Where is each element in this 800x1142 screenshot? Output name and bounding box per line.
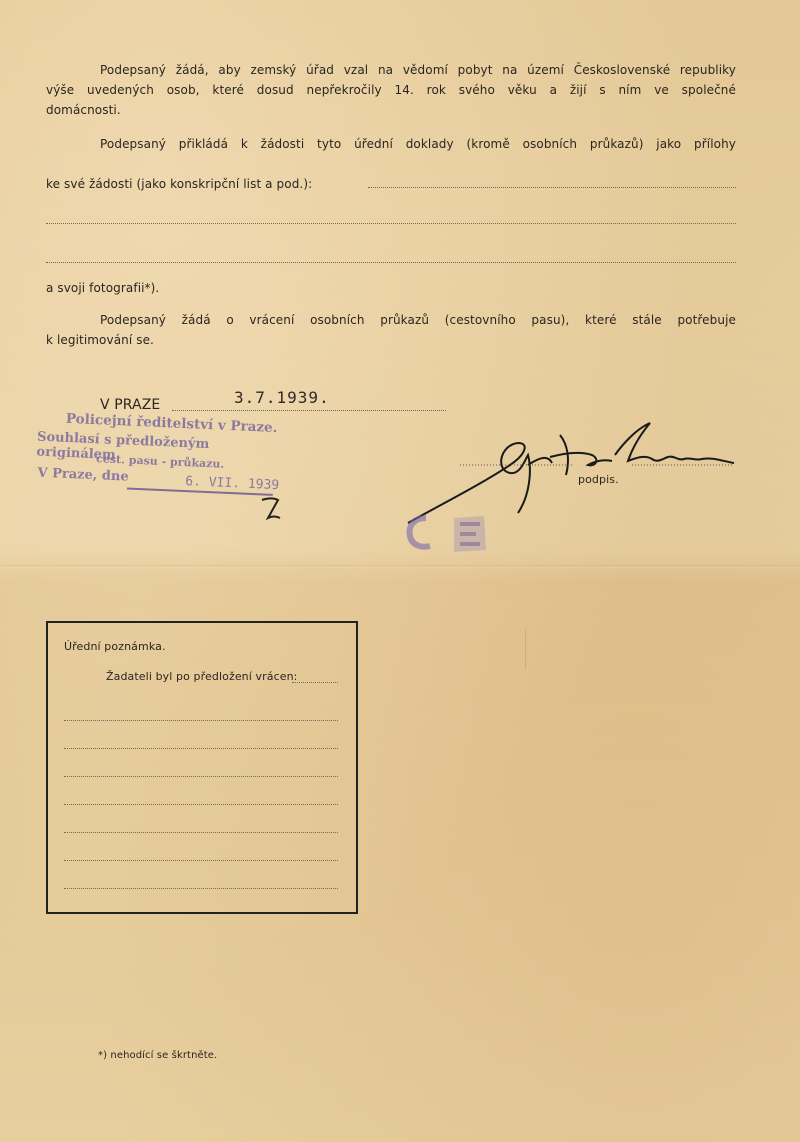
- official-note-line-2: [64, 748, 338, 749]
- stamp-line-3: cest. pasu - průkazu.: [95, 452, 225, 471]
- paragraph-1-line-1: Podepsaný žádá, aby zemský úřad vzal na vědomí pobyt na území Československé republiky: [100, 63, 736, 77]
- paragraph-1-line-2: výše uvedených osob, které dosud nepřekročily 14. rok svého věku a žijí s ním ve společné: [46, 83, 736, 97]
- footnote: *) nehodící se škrtněte.: [98, 1050, 218, 1061]
- official-note-title: Úřední poznámka.: [64, 640, 166, 653]
- paragraph-2-line-2: ke své žádosti (jako konskripční list a pod.):: [46, 177, 313, 191]
- bleed-through-text: [40, 578, 44, 591]
- paragraph-1-line-3: domácnosti.: [46, 103, 121, 117]
- paragraph-2-line-1: Podepsaný přikládá k žádosti tyto úřední doklady (kromě osobních průkazů) jako přílohy: [100, 137, 736, 151]
- official-note-box: [46, 621, 358, 914]
- attachments-fill-line-3: [46, 262, 736, 263]
- stamp-line-4: V Praze, dne: [37, 465, 129, 485]
- official-note-line-1: [64, 720, 338, 721]
- bleed-through-line: [525, 630, 526, 670]
- attachments-fill-line-1: [368, 187, 736, 188]
- paragraph-1: [46, 60, 736, 120]
- stamp-line-1: Policejní ředitelství v Praze.: [65, 410, 278, 437]
- paragraph-2-line-3: a svoji fotografii*).: [46, 281, 160, 295]
- date-fill-line: [172, 410, 446, 411]
- emblem-stamp-fragment: [404, 510, 494, 556]
- handwritten-initial: [258, 494, 284, 524]
- paper-fold: [0, 565, 800, 568]
- official-note-line-7: [64, 888, 338, 889]
- paragraph-3-line-2: k legitimování se.: [46, 333, 154, 347]
- official-note-subtitle-fill: [292, 682, 338, 683]
- official-note-line-3: [64, 776, 338, 777]
- typed-date: 3.7.1939.: [234, 388, 330, 407]
- official-note-line-4: [64, 804, 338, 805]
- official-note-subtitle: Žadateli byl po předložení vrácen:: [106, 670, 298, 683]
- stamp-line-2: Souhlasí s předloženým originálem: [36, 429, 210, 464]
- signature-label: podpis.: [578, 473, 619, 486]
- police-stamp: [34, 410, 288, 521]
- stamp-date: 6. VII. 1939: [184, 474, 280, 494]
- paragraph-3-line-1: Podepsaný žádá o vrácení osobních průkazů (cestovního pasu), které stále potřebuje: [100, 313, 736, 327]
- place-label: V PRAZE: [100, 397, 161, 413]
- official-note-line-5: [64, 832, 338, 833]
- official-note-line-6: [64, 860, 338, 861]
- attachments-fill-line-2: [46, 223, 736, 224]
